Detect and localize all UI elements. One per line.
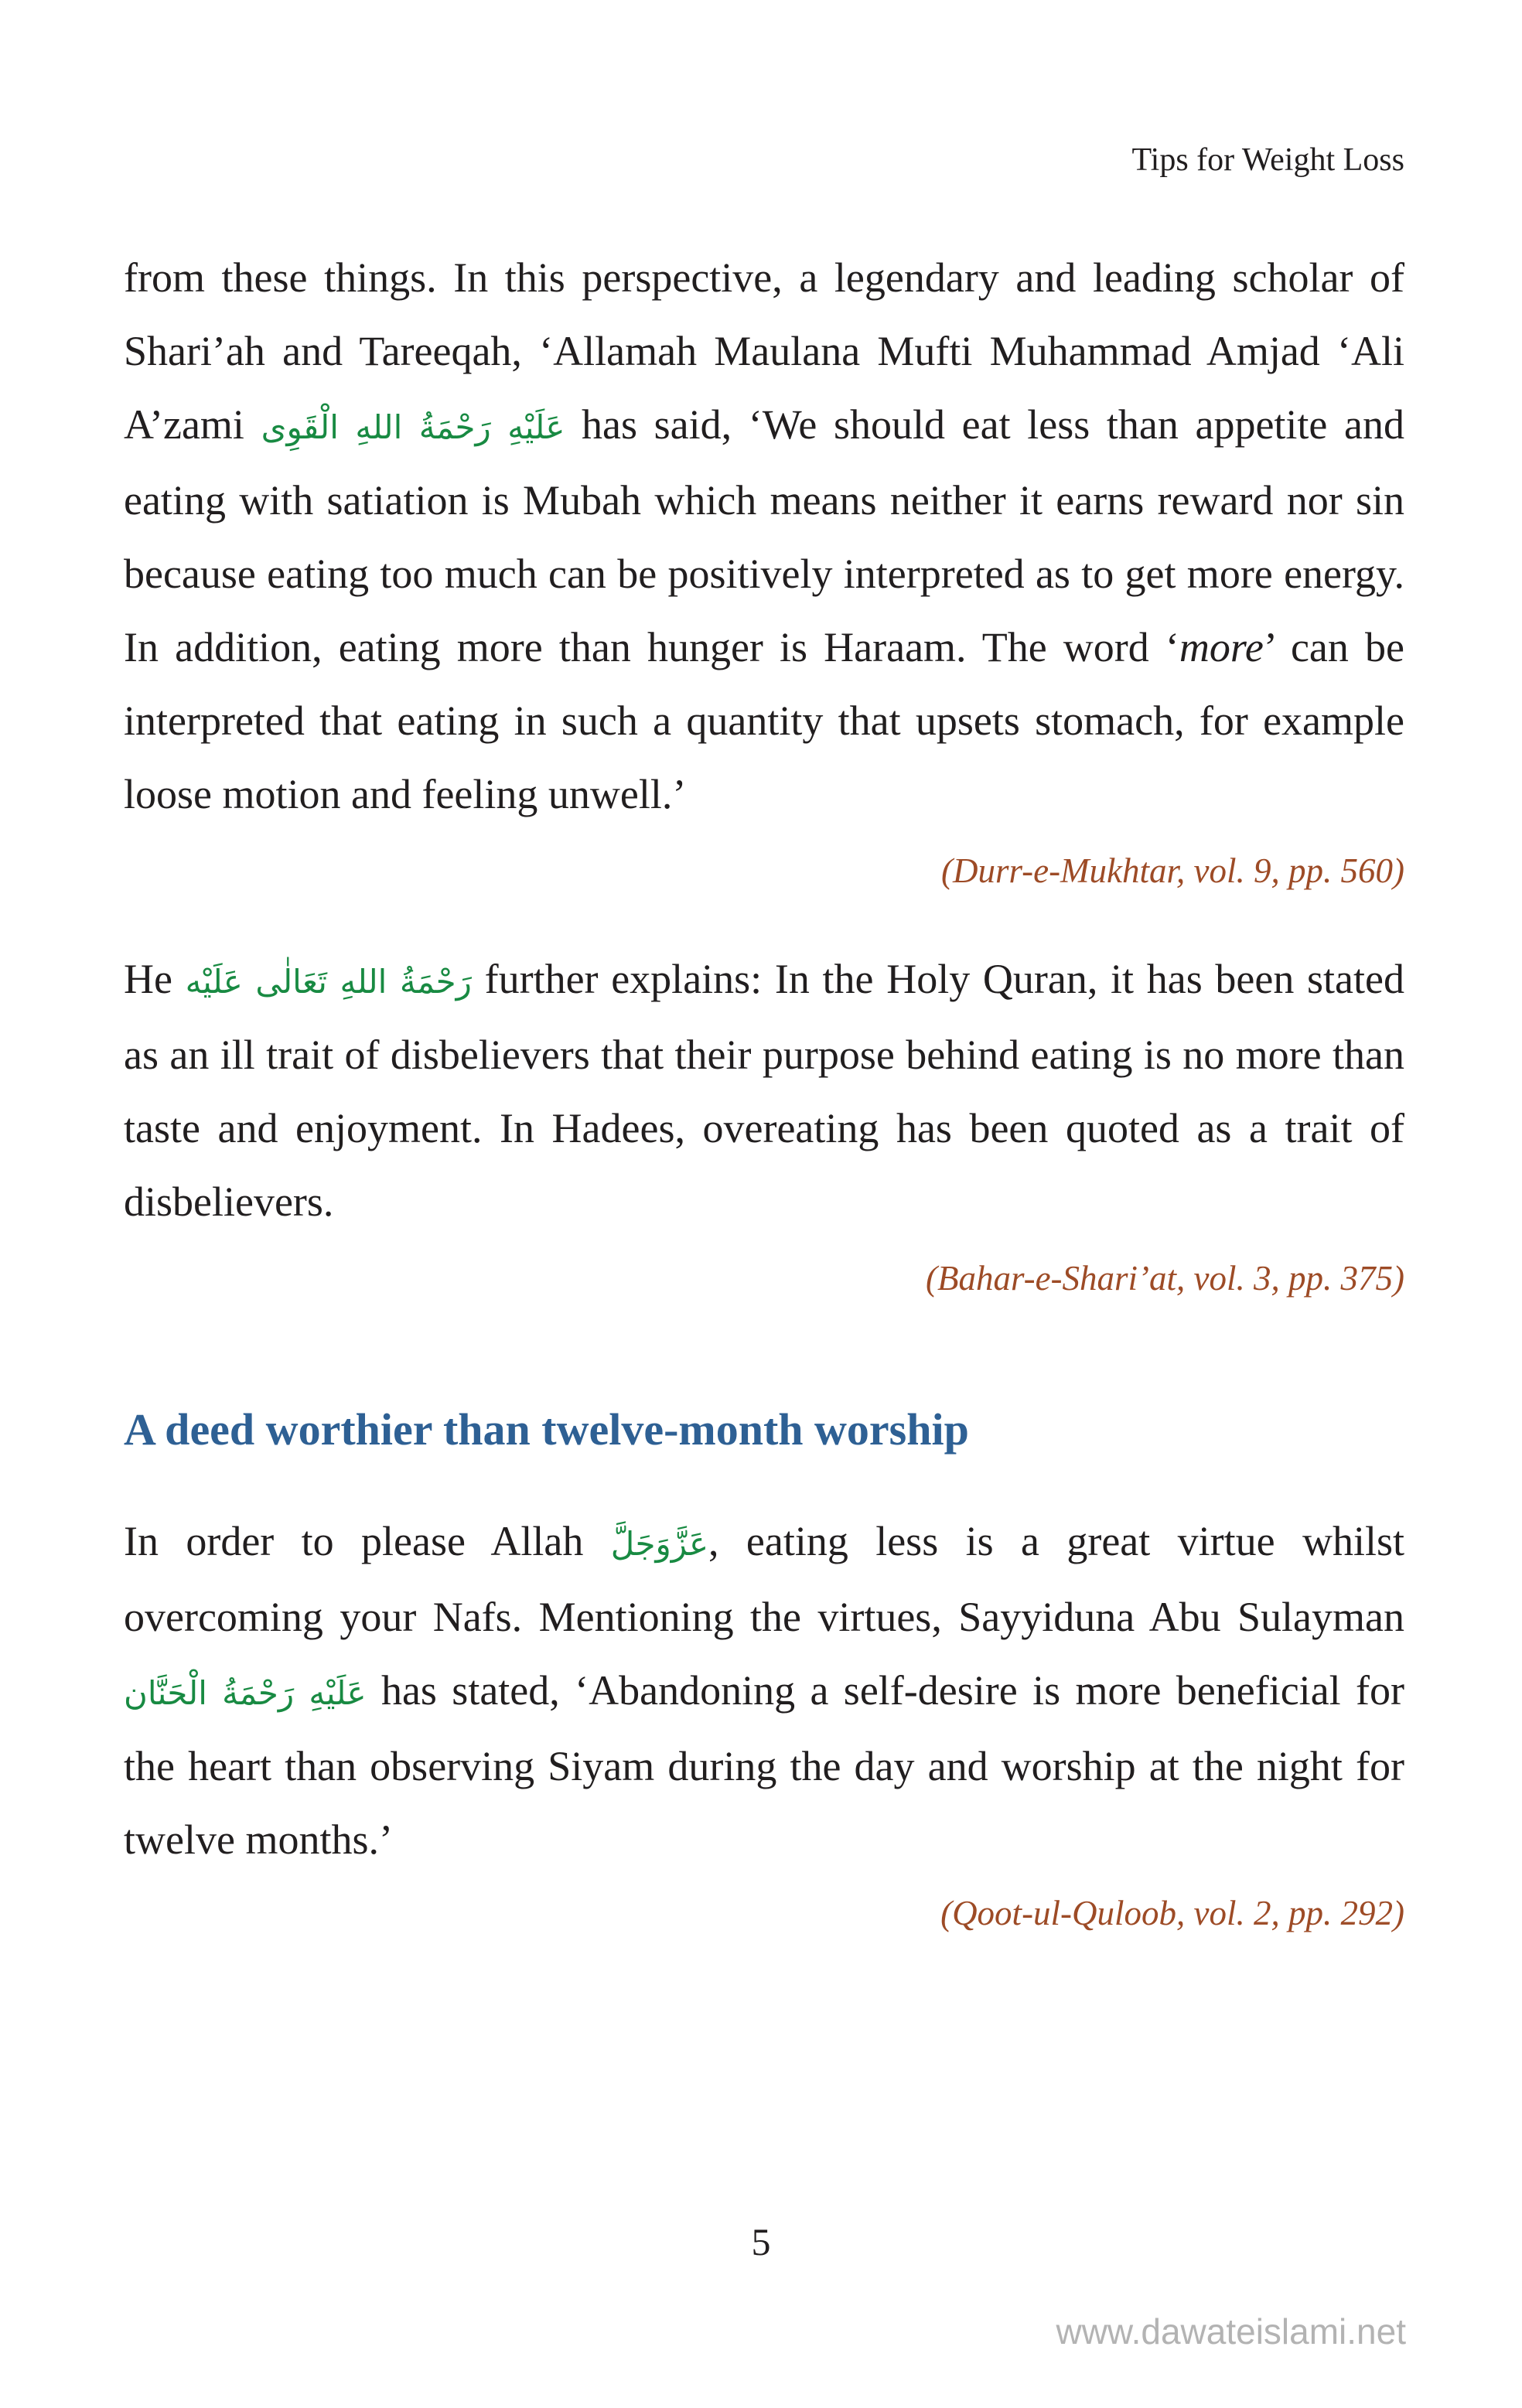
emphasized-word: more bbox=[1179, 624, 1264, 670]
text-run: , eating less is a great virtue whilst overcoming your Nafs. Mentioning the virtues, Sayyiduna Abu Sulayman bbox=[124, 1518, 1404, 1640]
citation-qoot-ul-quloob: (Qoot-ul-Quloob, vol. 2, pp. 292) bbox=[940, 1894, 1404, 1932]
arabic-honorific: عَزَّوَجَلَّ bbox=[610, 1525, 709, 1563]
website-url: www.dawateislami.net bbox=[1056, 2311, 1406, 2352]
paragraph-3 bbox=[124, 1505, 1404, 1877]
citation-durr-e-mukhtar: (Durr-e-Mukhtar, vol. 9, pp. 560) bbox=[941, 851, 1404, 890]
text-run: ’ can be interpreted that eating in such a quantity that upsets stomach, for example loose motion and feeling unwell.’ bbox=[124, 624, 1404, 817]
text-run: further explains: In the Holy Quran, it has been stated as an ill trait of disbelievers that their purpose behind eating is no more than taste and enjoyment. In Hadees, overeating has been quoted as a trait of disbelievers. bbox=[124, 956, 1404, 1225]
page-number: 5 bbox=[751, 2220, 771, 2263]
arabic-honorific: رَحْمَةُ اللهِ تَعَالٰی عَلَيْه bbox=[185, 963, 472, 1001]
paragraph-1 bbox=[124, 241, 1404, 831]
page-header-title: Tips for Weight Loss bbox=[1131, 142, 1404, 178]
page-content bbox=[124, 144, 1404, 1937]
paragraph-2 bbox=[124, 943, 1404, 1239]
text-run: has said, ‘We should eat less than appetite and eating with satiation is Mubah which means neither it earns reward nor sin because eating too much can be positively interpreted as to get more energy. In addition, eating more than hunger is Haraam. The word ‘ bbox=[124, 401, 1404, 670]
text-run: In order to please Allah bbox=[124, 1518, 611, 1564]
text-run: He bbox=[124, 956, 186, 1002]
arabic-honorific: عَلَيْهِ رَحْمَةُ الْحَنَّان bbox=[124, 1674, 367, 1712]
arabic-honorific: عَلَيْهِ رَحْمَةُ اللهِ الْقَوِی bbox=[261, 408, 565, 446]
text-run: has stated, ‘Abandoning a self-desire is more beneficial for the heart than observing Siyam during the day and worship at the night for twelve months.’ bbox=[124, 1667, 1405, 1863]
text-run: from these things. In this perspective, a legendary and leading scholar of Shari’ah and Tareeqah, ‘Allamah Maulana Mufti Muhammad Amjad ‘Ali A’zami bbox=[124, 254, 1404, 448]
citation-bahar-e-shariat: (Bahar-e-Shari’at, vol. 3, pp. 375) bbox=[926, 1259, 1404, 1298]
section-heading: A deed worthier than twelve-month worship bbox=[124, 1404, 969, 1455]
